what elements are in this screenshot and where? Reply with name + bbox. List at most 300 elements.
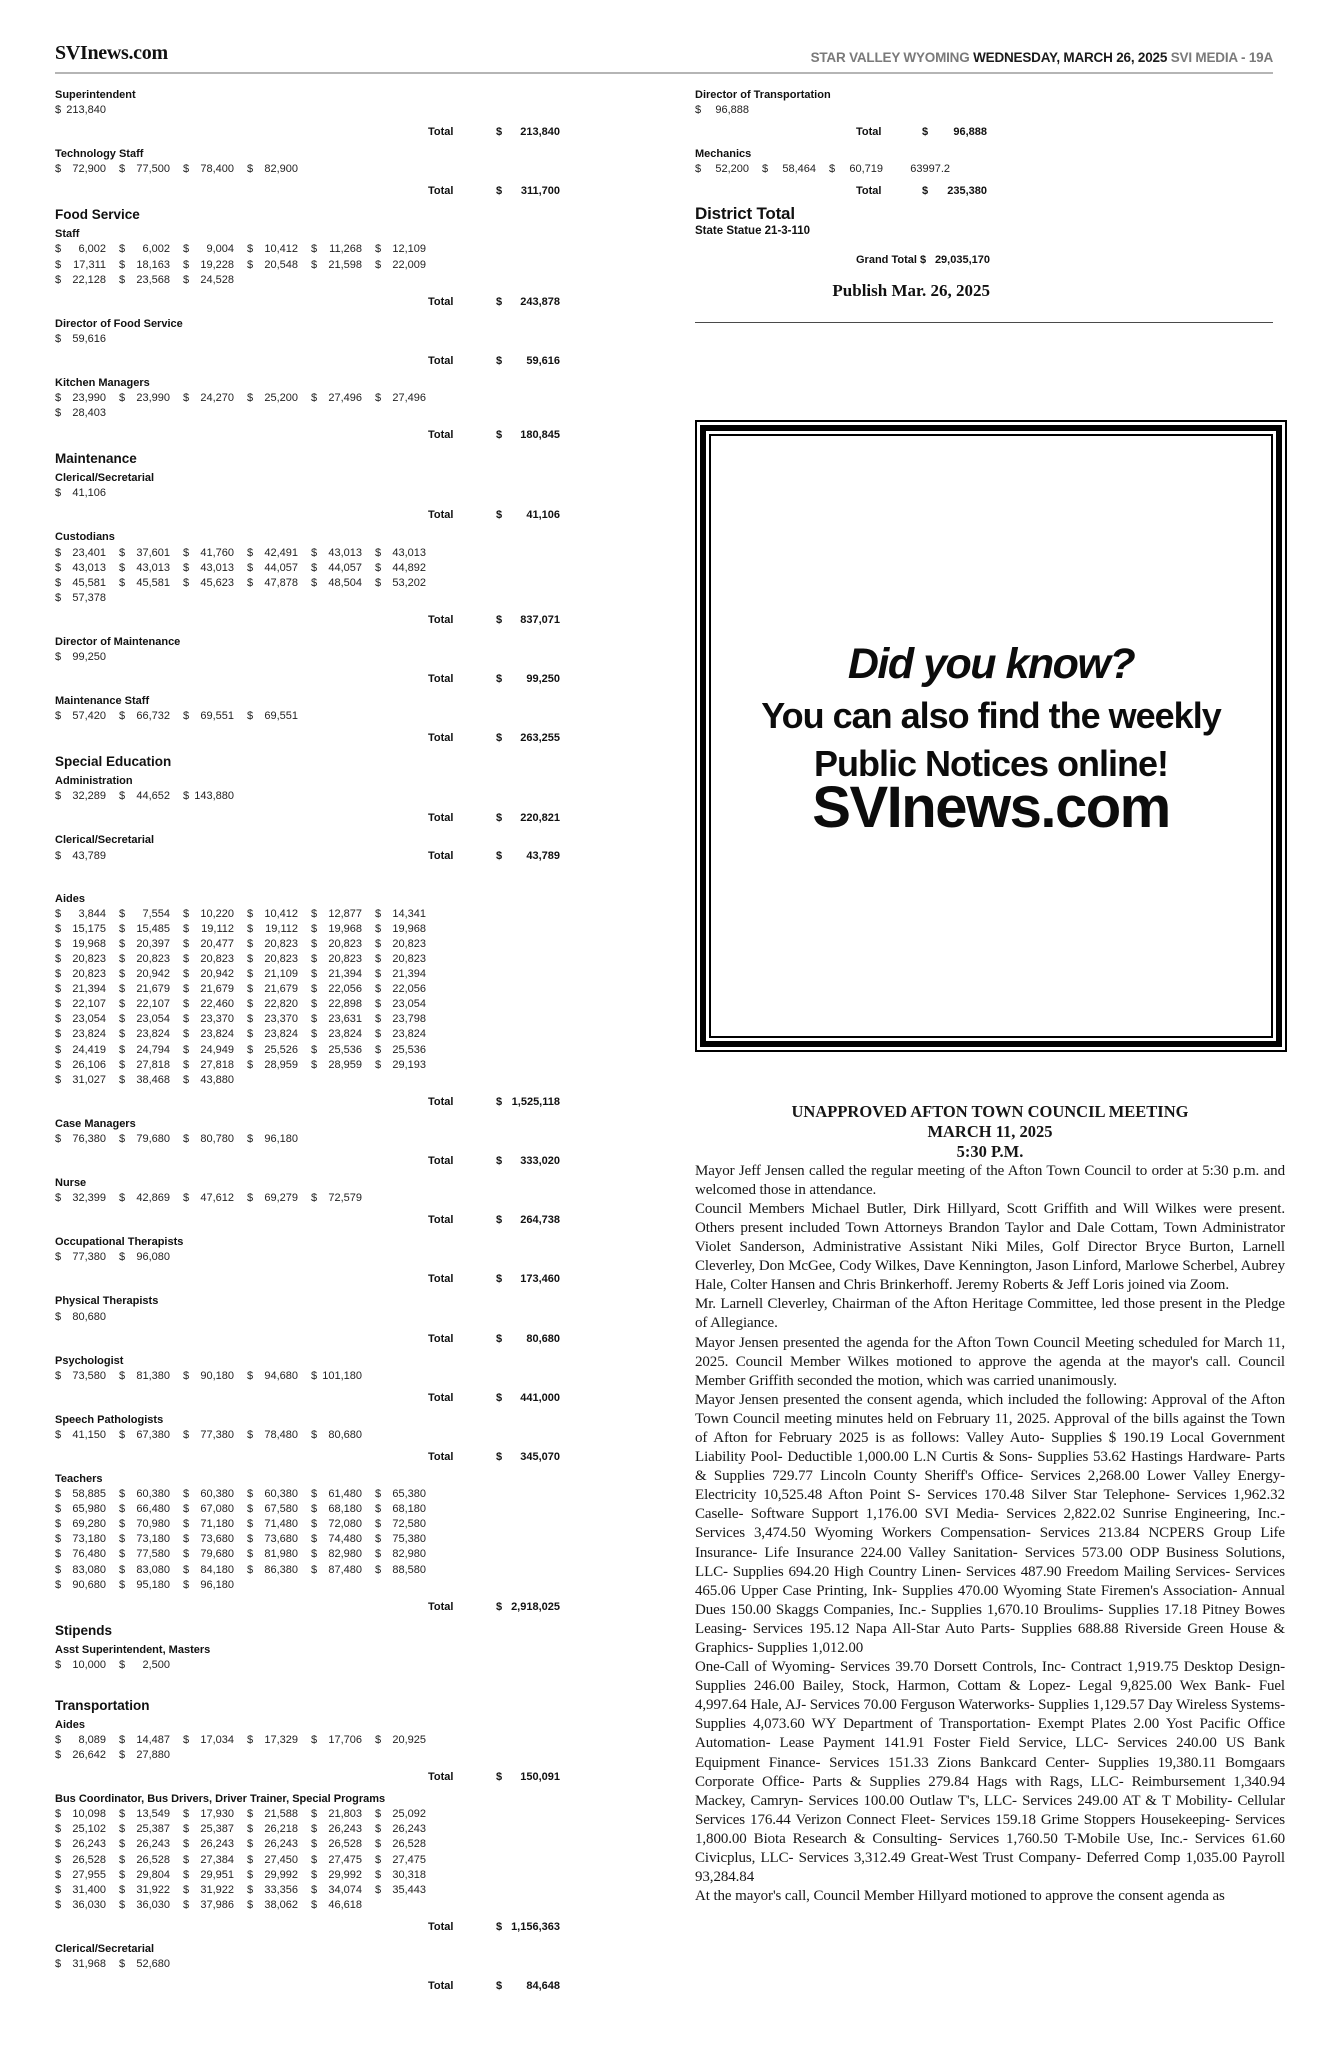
- currency-sign: $: [119, 790, 126, 803]
- salary-value: 25,092: [392, 1808, 426, 1821]
- currency-sign: $: [695, 104, 702, 117]
- salary-value: 96,180: [264, 1132, 298, 1145]
- salary-cell: [375, 1487, 439, 1502]
- total-row: [55, 508, 617, 523]
- currency-sign: $: [55, 790, 62, 803]
- salary-cell: [375, 1517, 439, 1532]
- salary-cell: [762, 162, 829, 177]
- currency-sign: $: [183, 163, 190, 176]
- subsection-label: Aides: [55, 892, 85, 905]
- salary-cell: [119, 1957, 183, 1972]
- salary-value: 72,579: [328, 1192, 362, 1205]
- total-label: Total: [428, 1332, 454, 1345]
- currency-sign: $: [247, 561, 254, 574]
- minutes-date: MARCH 11, 2025: [927, 1121, 1053, 1141]
- salary-cell: [119, 1487, 183, 1502]
- currency-sign: $: [55, 1853, 62, 1866]
- salary-cell: [183, 258, 247, 273]
- total-amount: [496, 849, 560, 864]
- subsection-label: Case Managers: [55, 1117, 136, 1130]
- salary-value: 23,824: [264, 1028, 298, 1041]
- total-value: 43,789: [526, 849, 560, 862]
- salary-value: 43,013: [136, 561, 170, 574]
- salary-cell: [247, 1532, 311, 1547]
- salary-cell: [375, 1733, 439, 1748]
- currency-sign: $: [119, 258, 126, 271]
- salary-value: 21,679: [264, 983, 298, 996]
- currency-sign: $: [311, 1838, 318, 1851]
- total-value: 41,106: [526, 509, 560, 522]
- salary-value: 25,536: [328, 1043, 362, 1056]
- salary-cell: [375, 1502, 439, 1517]
- salary-cell: [55, 1658, 119, 1673]
- salary-value: 14,341: [392, 907, 426, 920]
- subsection-label: Physical Therapists: [55, 1295, 159, 1308]
- salary-cell: [375, 907, 439, 922]
- total-amount: [496, 1391, 560, 1406]
- salary-cell: [375, 258, 439, 273]
- currency-sign: $: [247, 1838, 254, 1851]
- salary-cell: [119, 1517, 183, 1532]
- salary-cell: [183, 1027, 247, 1042]
- currency-sign: $: [311, 1488, 318, 1501]
- salary-cell: [183, 1807, 247, 1822]
- salary-value: 69,551: [264, 710, 298, 723]
- salary-value: 96,080: [136, 1251, 170, 1264]
- currency-sign: $: [247, 392, 254, 405]
- currency-sign: $: [496, 1600, 503, 1613]
- salary-value: 29,951: [200, 1868, 234, 1881]
- currency-sign: $: [119, 1898, 126, 1911]
- salary-cell: [183, 1578, 247, 1593]
- currency-sign: $: [496, 613, 503, 626]
- salary-cell: [183, 1428, 247, 1443]
- salary-cell: [311, 1532, 375, 1547]
- salary-value: 28,959: [264, 1058, 298, 1071]
- salary-value: 96,888: [715, 104, 749, 117]
- total-value: 311,700: [520, 185, 560, 198]
- salary-value: 60,380: [264, 1488, 298, 1501]
- salary-value: 94,680: [264, 1369, 298, 1382]
- salary-value: 25,387: [136, 1823, 170, 1836]
- currency-sign: $: [55, 1868, 62, 1881]
- currency-sign: $: [55, 1823, 62, 1836]
- section-heading: Special Education: [55, 754, 172, 770]
- salary-cell: [375, 952, 439, 967]
- salary-value: 9,004: [206, 243, 234, 256]
- salary-cell: [119, 1837, 183, 1852]
- currency-sign: $: [183, 1073, 190, 1086]
- salary-row: [55, 391, 617, 406]
- salary-cell: [247, 1898, 311, 1913]
- total-amount: [496, 1332, 560, 1347]
- salary-row: [55, 1027, 617, 1042]
- salary-value: 41,150: [72, 1428, 106, 1441]
- total-label: Total: [428, 1771, 454, 1784]
- salary-cell: [247, 561, 311, 576]
- salary-row: [55, 650, 617, 665]
- salary-value: 27,496: [328, 392, 362, 405]
- salary-cell: [311, 391, 375, 406]
- salary-value: 10,412: [264, 243, 298, 256]
- currency-sign: $: [311, 998, 318, 1011]
- salary-cell: [119, 1369, 183, 1384]
- currency-sign: $: [496, 1273, 503, 1286]
- salary-cell: [311, 1837, 375, 1852]
- currency-sign: $: [375, 1734, 382, 1746]
- currency-sign: $: [119, 1823, 126, 1836]
- currency-sign: $: [183, 1488, 190, 1501]
- salary-value: 73,180: [72, 1533, 106, 1546]
- currency-sign: $: [375, 1808, 382, 1821]
- salary-cell: [311, 1807, 375, 1822]
- salary-value: 38,062: [264, 1898, 298, 1911]
- salary-value: 20,823: [72, 968, 106, 981]
- currency-sign: $: [311, 258, 318, 271]
- salary-cell: [119, 1807, 183, 1822]
- currency-sign: $: [496, 673, 503, 686]
- salary-value: 44,057: [264, 561, 298, 574]
- promo-box: [695, 420, 1287, 1052]
- total-value: 1,525,118: [511, 1095, 560, 1108]
- total-label: Total: [428, 1155, 454, 1168]
- currency-sign: $: [496, 1155, 503, 1168]
- salary-cell: [311, 258, 375, 273]
- salary-row: [55, 1369, 617, 1384]
- currency-sign: $: [183, 968, 190, 981]
- publish-date: Publish Mar. 26, 2025: [832, 280, 990, 300]
- currency-sign: $: [311, 937, 318, 950]
- currency-sign: $: [375, 907, 382, 920]
- currency-sign: $: [183, 1013, 190, 1026]
- salary-cell: [55, 1837, 119, 1852]
- currency-sign: $: [922, 126, 929, 139]
- salary-value: 88,580: [392, 1563, 426, 1576]
- currency-sign: $: [55, 163, 62, 176]
- salary-cell: [375, 391, 439, 406]
- salary-value: 31,968: [72, 1958, 106, 1971]
- salary-value: 23,631: [328, 1013, 362, 1026]
- subsection-label: Nurse: [55, 1177, 87, 1190]
- subsection-label: Bus Coordinator, Bus Drivers, Driver Trainer, Special Programs: [55, 1793, 386, 1806]
- currency-sign: $: [119, 1518, 126, 1531]
- salary-value: 78,400: [200, 163, 234, 176]
- salary-cell: [183, 1012, 247, 1027]
- currency-sign: $: [247, 1563, 254, 1576]
- salary-value: 73,580: [72, 1369, 106, 1382]
- currency-sign: $: [183, 907, 190, 920]
- salary-cell: [119, 1853, 183, 1868]
- salary-value: 17,329: [264, 1734, 298, 1746]
- currency-sign: $: [247, 937, 254, 950]
- salary-value: 43,013: [392, 546, 426, 559]
- salary-value: 44,892: [392, 561, 426, 574]
- salary-cell: [375, 997, 439, 1012]
- currency-sign: $: [119, 546, 126, 559]
- currency-sign: $: [247, 546, 254, 559]
- currency-sign: $: [375, 561, 382, 574]
- salary-value: 36,030: [136, 1898, 170, 1911]
- currency-sign: $: [311, 1823, 318, 1836]
- currency-sign: $: [922, 185, 929, 198]
- currency-sign: $: [55, 576, 62, 589]
- salary-row: [55, 1058, 617, 1073]
- salary-value: 24,949: [200, 1043, 234, 1056]
- salary-value: 27,450: [264, 1853, 298, 1866]
- minutes-paragraph: Mayor Jensen presented the consent agenda, which included the following: Approval of the Afton Town Council meeting minutes held on February 11, 2025. Approval of the bills against the Town of Afton for February 2025 is as follows: Valley Auto- Supplies $ 190.19 Local Government Liability Pool- Deductible 1,000.00 L.N Curtis & Sons- Supplies 53.62 Hastings Hardware- Parts & Supplies 729.77 Lincoln County Sheriff's Office- Services 2,268.00 Lower Valley Energy- Electricity 10,525.48 Afton Point S- Services 170.48 Silver Star Telephone- Services 1,962.32 Caselle- Software Support 1,176.00 SVI Media- Services 2,822.02 Sunrise Engineering, Inc.- Services 3,474.50 Wyoming Workers Compensation- Services 213.84 NCPERS Group Life Insurance- Life Insurance 224.00 Valley Sanitation- Services 573.00 ODP Business Solutions, LLC- Supplies 694.20 High Country Linen- Services 487.90 Freedom Mailing Services- Services 465.06 Upper Case Printing, Ink- Supplies 470.00 Wyoming State Firemen's Association- Annual Dues 150.00 Skaggs Companies, Inc.- Supplies 1,670.10 Broulims- Supplies 17.18 Pitney Bowes Leasing- Services 195.12 Napa All-Star Auto Parts- Supplies 688.88 Riverside Green House & Graphics- Supplies 1,012.00: [695, 1391, 1285, 1656]
- salary-cell: [375, 1822, 439, 1837]
- total-value: 243,878: [520, 295, 560, 308]
- total-label: Total: [428, 1095, 454, 1108]
- currency-sign: $: [55, 1428, 62, 1441]
- currency-sign: $: [311, 983, 318, 996]
- salary-cell: [311, 1853, 375, 1868]
- salary-value: 20,942: [136, 968, 170, 981]
- salary-value: 45,581: [72, 576, 106, 589]
- salary-value: 60,719: [849, 163, 883, 176]
- salary-value: 47,612: [200, 1192, 234, 1205]
- salary-cell: [183, 1487, 247, 1502]
- council-minutes: [695, 1102, 1285, 1907]
- currency-sign: $: [183, 922, 190, 935]
- minutes-body: [695, 1162, 1285, 1907]
- currency-sign: $: [183, 1518, 190, 1531]
- currency-sign: $: [496, 1980, 503, 1993]
- salary-value: 80,780: [200, 1132, 234, 1145]
- currency-sign: $: [496, 1920, 503, 1933]
- salary-value: 38,468: [136, 1073, 170, 1086]
- salary-cell: [183, 1369, 247, 1384]
- salary-value: 60,380: [136, 1488, 170, 1501]
- salary-cell: [183, 561, 247, 576]
- salary-row: [55, 1898, 617, 1913]
- salary-cell: [183, 391, 247, 406]
- salary-value: 36,030: [72, 1898, 106, 1911]
- salary-row: [55, 1957, 617, 1972]
- currency-sign: $: [119, 1073, 126, 1086]
- salary-cell: [119, 1883, 183, 1898]
- salary-cell: [55, 952, 119, 967]
- salary-cell: [247, 1027, 311, 1042]
- salary-value: 67,580: [264, 1503, 298, 1516]
- total-amount: [496, 1979, 560, 1994]
- salary-cell: [311, 967, 375, 982]
- salary-value: 101,180: [322, 1369, 362, 1382]
- salary-cell: [119, 1027, 183, 1042]
- salary-cell: [183, 1073, 247, 1088]
- salary-value: 96,180: [200, 1578, 234, 1591]
- subsection-label: Maintenance Staff: [55, 695, 150, 708]
- salary-row: [55, 1132, 617, 1147]
- salary-cell: [183, 242, 247, 257]
- currency-sign: $: [311, 1883, 318, 1896]
- salary-cell: [311, 1058, 375, 1073]
- currency-sign: $: [375, 1563, 382, 1576]
- currency-sign: $: [375, 1503, 382, 1516]
- salary-cell: [55, 1868, 119, 1883]
- currency-sign: $: [55, 104, 62, 117]
- salary-value: 23,824: [392, 1028, 426, 1041]
- salary-cell: [119, 1502, 183, 1517]
- currency-sign: $: [119, 1028, 126, 1041]
- currency-sign: $: [247, 1488, 254, 1501]
- salary-row: [55, 103, 617, 118]
- minutes-paragraph: Mr. Larnell Cleverley, Chairman of the Afton Heritage Committee, led those present in the Pledge of Allegiance.: [695, 1296, 1285, 1332]
- salary-cell: [55, 789, 119, 804]
- right-column: [695, 84, 1285, 1906]
- salary-cell: [183, 1853, 247, 1868]
- salary-value: 10,000: [72, 1658, 106, 1671]
- total-value: 263,255: [520, 732, 560, 745]
- promo-line-1: You can also find the weekly: [761, 694, 1221, 736]
- currency-sign: $: [247, 576, 254, 589]
- currency-sign: $: [311, 576, 318, 589]
- currency-sign: $: [311, 1013, 318, 1026]
- salary-cell: [183, 1132, 247, 1147]
- currency-sign: $: [183, 1043, 190, 1056]
- currency-sign: $: [375, 546, 382, 559]
- salary-value: 23,798: [392, 1013, 426, 1026]
- total-amount: [496, 811, 560, 826]
- salary-value: 20,823: [392, 937, 426, 950]
- salary-cell: [247, 982, 311, 997]
- currency-sign: $: [183, 1192, 190, 1205]
- currency-sign: $: [311, 953, 318, 965]
- salary-row: [55, 1043, 617, 1058]
- currency-sign: $: [311, 1503, 318, 1516]
- salary-cell: [375, 1837, 439, 1852]
- total-row: [55, 672, 617, 687]
- currency-sign: $: [247, 1058, 254, 1071]
- minutes-paragraph: Mayor Jensen presented the agenda for the Afton Town Council Meeting scheduled for March 11, 2025. Council Member Wilkes motioned to approve the agenda at the mayor's call. Council Member Griffith seconded the motion, which was carried unanimously.: [695, 1334, 1285, 1389]
- promo-box-mid-border: [700, 425, 1282, 1047]
- salary-value: 79,680: [136, 1132, 170, 1145]
- salary-cell: [311, 997, 375, 1012]
- currency-sign: $: [119, 983, 126, 996]
- total-row: [55, 1095, 617, 1110]
- salary-value: 26,243: [328, 1823, 362, 1836]
- salary-value: 21,598: [328, 258, 362, 271]
- salary-value: 69,279: [264, 1192, 298, 1205]
- salary-cell: [55, 391, 119, 406]
- salary-value: 67,380: [136, 1428, 170, 1441]
- total-amount: [496, 428, 560, 443]
- salary-cell: [183, 1532, 247, 1547]
- salary-cell: [375, 1058, 439, 1073]
- salary-row: [695, 162, 1285, 177]
- salary-value: 21,679: [136, 983, 170, 996]
- total-amount: [496, 731, 560, 746]
- salary-value: 72,080: [328, 1518, 362, 1531]
- total-row: [55, 1450, 617, 1465]
- salary-cell: [119, 561, 183, 576]
- salary-cell: [119, 162, 183, 177]
- salary-cell: [55, 1733, 119, 1748]
- currency-sign: $: [247, 1853, 254, 1866]
- currency-sign: $: [496, 812, 503, 825]
- salary-cell: [55, 1898, 119, 1913]
- salary-value: 77,380: [200, 1428, 234, 1441]
- salary-cell: [183, 1733, 247, 1748]
- salary-row: [55, 1547, 617, 1562]
- salary-value: 2,500: [142, 1658, 170, 1671]
- total-label: Total: [428, 429, 454, 442]
- currency-sign: $: [247, 1132, 254, 1145]
- salary-cell: [119, 1733, 183, 1748]
- currency-sign: $: [119, 1563, 126, 1576]
- currency-sign: $: [375, 1488, 382, 1501]
- salary-value: 47,878: [264, 576, 298, 589]
- total-row: [55, 731, 617, 746]
- currency-sign: $: [183, 1578, 190, 1591]
- salary-cell: [247, 242, 311, 257]
- salary-value: 20,823: [392, 953, 426, 965]
- currency-sign: $: [829, 163, 836, 176]
- salary-cell: [119, 1043, 183, 1058]
- salary-row: [55, 162, 617, 177]
- currency-sign: $: [375, 392, 382, 405]
- salary-value: 6,002: [142, 243, 170, 256]
- total-label: Total: [428, 673, 454, 686]
- salary-value: 24,419: [72, 1043, 106, 1056]
- currency-sign: $: [496, 1771, 503, 1784]
- currency-sign: $: [119, 1428, 126, 1441]
- salary-value: 22,107: [72, 998, 106, 1011]
- salary-cell: [311, 576, 375, 591]
- total-amount: [496, 613, 560, 628]
- currency-sign: $: [55, 849, 62, 862]
- total-amount: [496, 1154, 560, 1169]
- total-value: 80,680: [526, 1332, 560, 1345]
- total-row: [55, 811, 617, 826]
- currency-sign: $: [119, 1132, 126, 1145]
- currency-sign: $: [375, 1838, 382, 1851]
- currency-sign: $: [119, 1958, 126, 1971]
- salary-value: 82,900: [264, 163, 298, 176]
- total-value: 173,460: [520, 1273, 560, 1286]
- currency-sign: $: [183, 1132, 190, 1145]
- currency-sign: $: [55, 1028, 62, 1041]
- salary-cell: [55, 1132, 119, 1147]
- currency-sign: $: [55, 1838, 62, 1851]
- salary-row: [55, 1853, 617, 1868]
- total-label: Total: [428, 1920, 454, 1933]
- salary-value: 23,054: [136, 1013, 170, 1026]
- salary-cell: [55, 650, 119, 665]
- salary-value: 23,370: [200, 1013, 234, 1026]
- salary-value: 23,568: [136, 273, 170, 286]
- salary-value: 20,823: [328, 937, 362, 950]
- salary-cell: [55, 242, 119, 257]
- currency-sign: $: [55, 1058, 62, 1071]
- total-value: 333,020: [520, 1155, 560, 1168]
- total-amount: [922, 125, 987, 140]
- currency-sign: $: [183, 576, 190, 589]
- salary-value: 20,823: [328, 953, 362, 965]
- currency-sign: $: [311, 1369, 318, 1382]
- currency-sign: $: [247, 1868, 254, 1881]
- currency-sign: $: [311, 1734, 318, 1746]
- promo-site-url: SVInews.com: [812, 774, 1170, 840]
- salary-value: 20,823: [72, 953, 106, 965]
- currency-sign: $: [55, 998, 62, 1011]
- currency-sign: $: [183, 392, 190, 405]
- salary-value: 45,623: [200, 576, 234, 589]
- salary-value: 29,992: [328, 1868, 362, 1881]
- salary-value: 69,280: [72, 1518, 106, 1531]
- salary-value: 28,959: [328, 1058, 362, 1071]
- salary-value: 90,180: [200, 1369, 234, 1382]
